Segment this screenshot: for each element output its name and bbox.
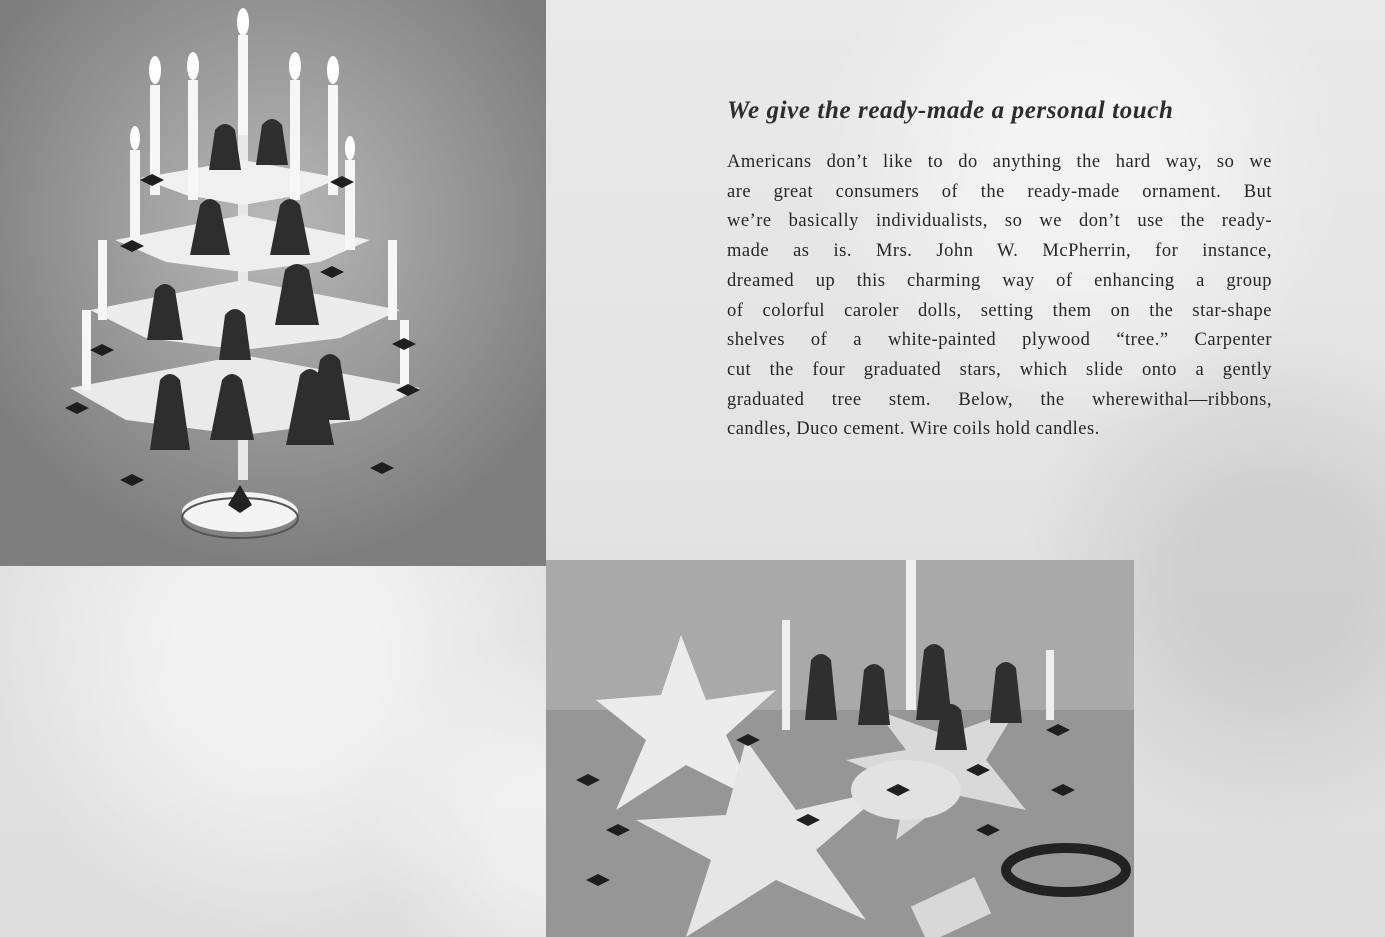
photo-materials-image bbox=[546, 560, 1134, 937]
article-body-line: shelves of a white-painted plywood “tree.” Carpenter bbox=[727, 330, 1272, 351]
article-body bbox=[727, 148, 1272, 445]
article-body-line: dreamed up this charming way of enhancing a group bbox=[727, 270, 1272, 291]
photo-caroler-tree-image bbox=[0, 0, 546, 566]
article-body-line: of colorful caroler dolls, setting them on the star-shape bbox=[727, 300, 1272, 321]
article-headline: We give the ready-made a personal touch bbox=[727, 97, 1174, 124]
photo-materials bbox=[546, 560, 1134, 937]
article bbox=[727, 96, 1272, 445]
article-body-line: Americans don’t like to do anything the hard way, so we bbox=[727, 152, 1272, 172]
article-body-line: candles, Duco cement. Wire coils hold candles. bbox=[727, 419, 1100, 440]
photo-caroler-tree bbox=[0, 0, 546, 566]
article-body-line: we’re basically individualists, so we don’t use the ready- bbox=[727, 211, 1272, 232]
article-body-line: made as is. Mrs. John W. McPherrin, for instance, bbox=[727, 241, 1272, 262]
article-body-line: are great consumers of the ready-made ornament. But bbox=[727, 181, 1272, 202]
article-body-line: cut the four graduated stars, which slide onto a gently bbox=[727, 359, 1272, 380]
article-body-line: graduated tree stem. Below, the wherewithal—ribbons, bbox=[727, 389, 1272, 410]
